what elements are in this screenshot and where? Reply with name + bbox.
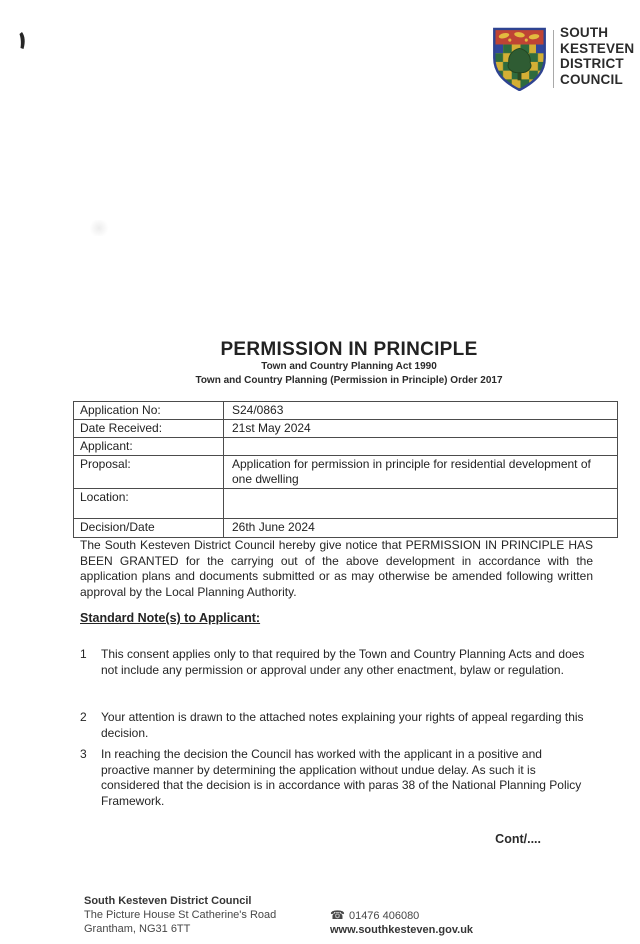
footer-phone-line: [330, 908, 473, 923]
council-name-line: COUNCIL: [560, 71, 623, 87]
footer-address-line1: The Picture House St Catherine's Road: [84, 909, 277, 921]
subtitle-order: Town and Country Planning (Permission in Principle) Order 2017: [195, 374, 503, 386]
note-text: Your attention is drawn to the attached notes explaining your rights of appeal regarding this decision.: [101, 710, 584, 740]
footer-address-block: [84, 894, 276, 936]
row-label: Applicant:: [74, 438, 224, 456]
title-block: [49, 339, 640, 387]
crest-divider: [553, 30, 554, 88]
note-item: [80, 747, 593, 809]
subtitle-act: Town and Country Planning Act 1990: [261, 361, 437, 372]
ink-mark: [16, 30, 30, 57]
notice-paragraph: The South Kesteven District Council hereby give notice that PERMISSION IN PRINCIPLE HAS BEEN GRANTED for the carrying out of the above development in accordance with the application plans and documents submitted or as may otherwise be amended following written approval by the Local Planning Authority.: [80, 538, 593, 600]
row-label: Location:: [74, 489, 224, 519]
notes-heading: Standard Note(s) to Applicant:: [80, 611, 261, 625]
table-row: [74, 489, 618, 519]
table-row: [74, 420, 618, 438]
row-label: Date Received:: [74, 420, 224, 438]
council-crest-icon: [492, 27, 547, 96]
footer-council-name: South Kesteven District Council: [84, 895, 252, 907]
council-name-line: SOUTH: [560, 25, 609, 40]
row-value: S24/0863: [224, 402, 618, 420]
row-value: [224, 438, 618, 456]
row-label: Application No:: [74, 402, 224, 420]
council-name-line: DISTRICT: [560, 56, 624, 72]
row-value: 26th June 2024: [224, 519, 618, 538]
scan-smudge: [88, 220, 110, 236]
row-label: Proposal:: [74, 456, 224, 489]
row-label: Decision/Date: [74, 519, 224, 538]
phone-icon: ☎: [330, 908, 345, 922]
note-item: [80, 647, 593, 678]
note-item: [80, 710, 593, 741]
note-number: 2: [80, 710, 87, 724]
table-row: [74, 456, 618, 489]
table-row: [74, 519, 618, 538]
note-text: This consent applies only to that required by the Town and Country Planning Acts and does not include any permission or approval under any other enactment, bylaw or regulation.: [101, 647, 585, 677]
table-row: [74, 402, 618, 420]
website-text: www.southkesteven.gov.uk: [330, 924, 474, 936]
note-number: 3: [80, 747, 87, 761]
note-number: 1: [80, 647, 87, 661]
row-value: 21st May 2024: [224, 420, 618, 438]
note-text: In reaching the decision the Council has worked with the applicant in a positive and proactive manner by determining the application without undue delay. As such it is considered that the decision is in accordance with paras 38 of the National Planning Policy Framework.: [101, 747, 582, 808]
council-name-line: KESTEVEN: [560, 40, 635, 56]
row-value: Application for permission in principle for residential development of one dwelling: [224, 456, 618, 489]
application-details-table: [73, 401, 618, 538]
footer-address-line2: Grantham, NG31 6TT: [84, 923, 191, 935]
council-name-block: [560, 25, 634, 87]
table-row: [74, 438, 618, 456]
row-value: [224, 489, 618, 519]
footer-contact-block: [330, 908, 473, 937]
phone-number: 01476 406080: [348, 910, 420, 922]
continuation-marker: Cont/....: [495, 832, 541, 846]
page-title: PERMISSION IN PRINCIPLE: [220, 339, 478, 360]
